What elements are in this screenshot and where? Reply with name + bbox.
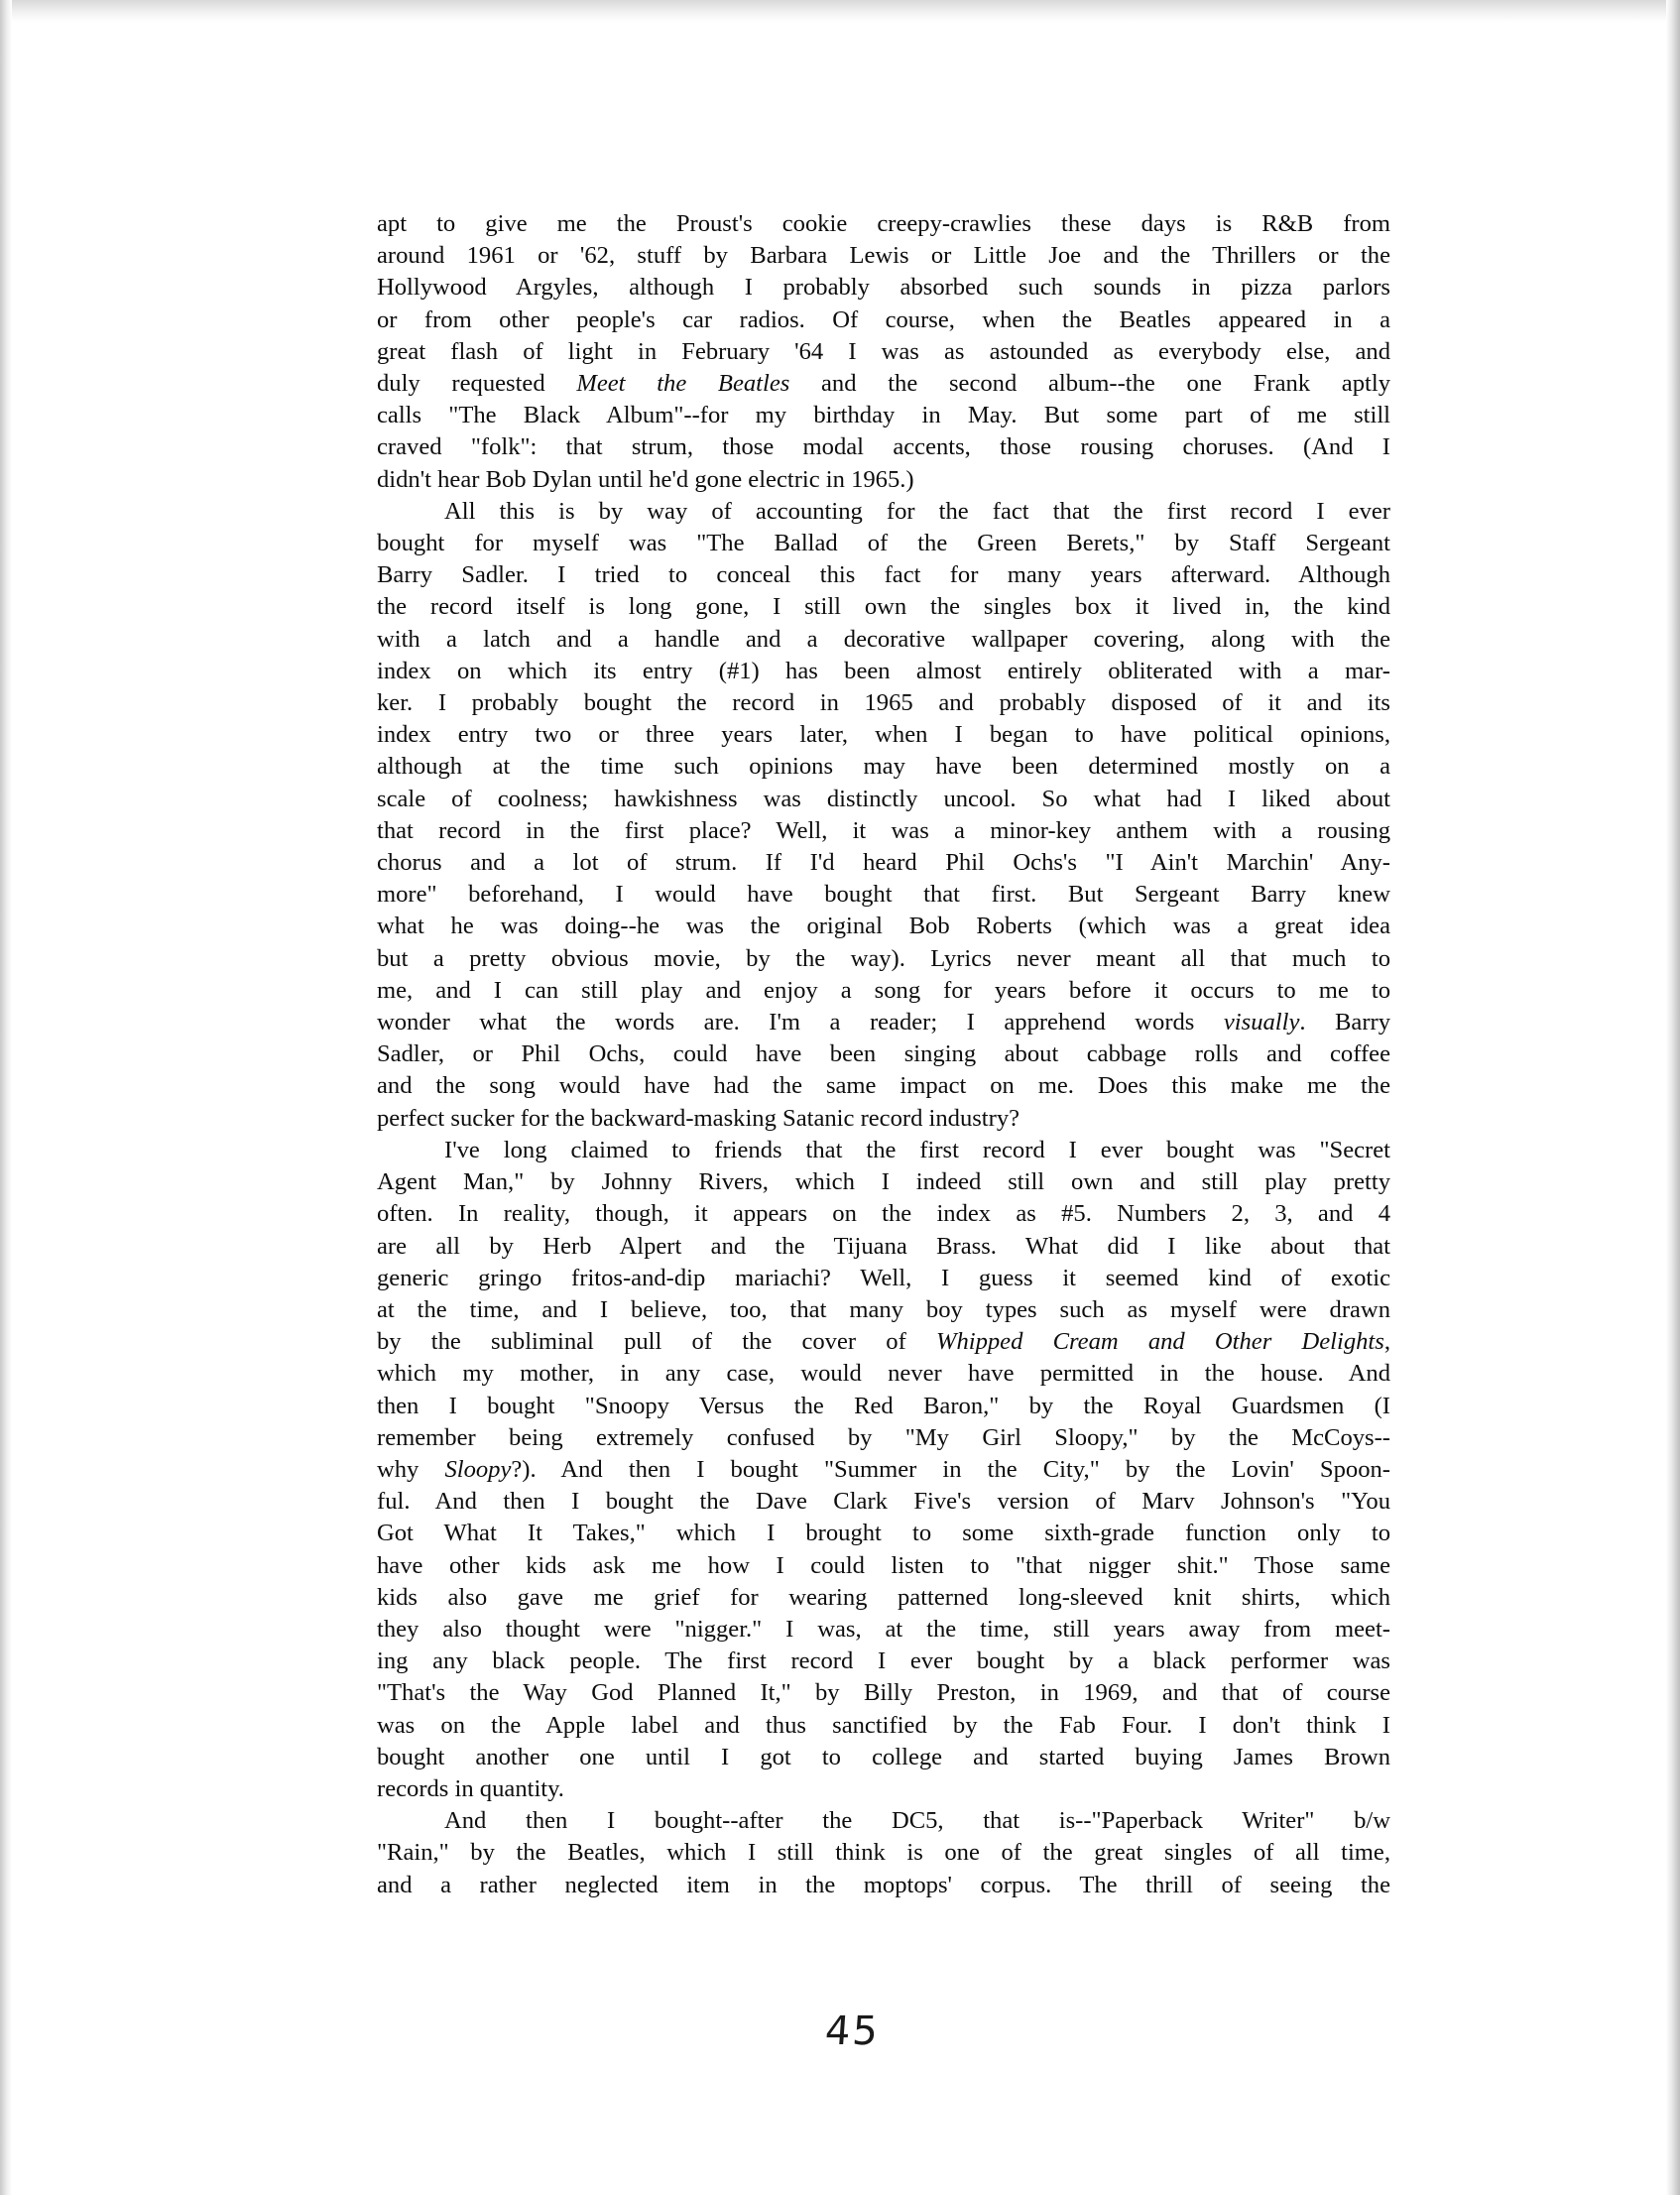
text-line: kids also gave me grief for wearing patterned long-sleeved knit shirts, which: [377, 1583, 1390, 1611]
text-line: perfect sucker for the backward-masking Satanic record industry?: [377, 1104, 1020, 1132]
text-line: me, and I can still play and enjoy a song for years before it occurs to me to: [377, 976, 1390, 1004]
text-line: and a rather neglected item in the moptops' corpus. The thrill of seeing the: [377, 1871, 1390, 1898]
text-line: And then I bought--after the DC5, that is--"Paperback Writer" b/w: [444, 1807, 1390, 1835]
text-line: great flash of light in February '64 I was as astounded as everybody else, and: [377, 337, 1390, 365]
text-line: around 1961 or '62, stuff by Barbara Lewis or Little Joe and the Thrillers or the: [377, 242, 1390, 270]
text-line: records in quantity.: [377, 1774, 564, 1802]
text-line: which my mother, in any case, would never have permitted in the house. And: [377, 1360, 1390, 1388]
body-text: [377, 208, 1390, 1901]
text-line: was on the Apple label and thus sanctified by the Fab Four. I don't think I: [377, 1711, 1390, 1739]
text-line: Barry Sadler. I tried to conceal this fact for many years afterward. Although: [377, 561, 1390, 589]
text-line: duly requested Meet the Beatles and the second album--the one Frank aptly: [377, 370, 1390, 398]
text-line: then I bought "Snoopy Versus the Red Baron," by the Royal Guardsmen (I: [377, 1392, 1390, 1419]
text-line: ker. I probably bought the record in 1965 and probably disposed of it and its: [377, 689, 1390, 717]
text-line: generic gringo fritos-and-dip mariachi? Well, I guess it seemed kind of exotic: [377, 1264, 1390, 1291]
text-line: wonder what the words are. I'm a reader; I apprehend words visually. Barry: [377, 1009, 1391, 1037]
text-line: Hollywood Argyles, although I probably absorbed such sounds in pizza parlors: [377, 274, 1390, 302]
text-line: index on which its entry (#1) has been almost entirely obliterated with a mar-: [377, 657, 1390, 684]
text-line: that record in the first place? Well, it was a minor-key anthem with a rousing: [377, 816, 1390, 844]
text-line: chorus and a lot of strum. If I'd heard Phil Ochs's "I Ain't Marchin' Any-: [377, 849, 1390, 877]
text-line: at the time, and I believe, too, that many boy types such as myself were drawn: [377, 1295, 1390, 1323]
text-line: ing any black people. The first record I ever bought by a black performer was: [377, 1647, 1390, 1675]
scan-edge-top: [0, 0, 1680, 22]
text-line: are all by Herb Alpert and the Tijuana Brass. What did I like about that: [377, 1232, 1390, 1260]
text-line: index entry two or three years later, when I began to have political opinions,: [377, 721, 1390, 749]
text-line: but a pretty obvious movie, by the way). Lyrics never meant all that much to: [377, 944, 1390, 972]
text-line: more" beforehand, I would have bought that first. But Sergeant Barry knew: [377, 881, 1390, 909]
text-line: although at the time such opinions may have been determined mostly on a: [377, 753, 1390, 781]
text-line: craved "folk": that strum, those modal accents, those rousing choruses. (And I: [377, 433, 1390, 461]
text-line: with a latch and a handle and a decorative wallpaper covering, along with the: [377, 625, 1390, 653]
text-line: I've long claimed to friends that the first record I ever bought was "Secret: [444, 1136, 1390, 1163]
text-line: Sadler, or Phil Ochs, could have been singing about cabbage rolls and coffee: [377, 1040, 1390, 1068]
text-line: didn't hear Bob Dylan until he'd gone electric in 1965.): [377, 465, 914, 493]
text-line: "Rain," by the Beatles, which I still think is one of the great singles of all time,: [377, 1839, 1390, 1867]
text-line: what he was doing--he was the original Bob Roberts (which was a great idea: [377, 913, 1390, 940]
text-line: bought for myself was "The Ballad of the Green Berets," by Staff Sergeant: [377, 530, 1390, 557]
page-number: 45: [823, 2009, 882, 2054]
text-line: have other kids ask me how I could listen to "that nigger shit." Those same: [377, 1551, 1390, 1579]
text-line: often. In reality, though, it appears on the index as #5. Numbers 2, 3, and 4: [377, 1200, 1390, 1228]
text-line: or from other people's car radios. Of course, when the Beatles appeared in a: [377, 305, 1390, 333]
text-line: Agent Man," by Johnny Rivers, which I indeed still own and still play pretty: [377, 1168, 1390, 1196]
text-line: "That's the Way God Planned It," by Billy Preston, in 1969, and that of course: [377, 1679, 1390, 1707]
text-line: bought another one until I got to college and started buying James Brown: [377, 1743, 1390, 1770]
text-line: and the song would have had the same impact on me. Does this make me the: [377, 1072, 1390, 1100]
text-line: All this is by way of accounting for the fact that the first record I ever: [444, 497, 1390, 525]
text-line: the record itself is long gone, I still own the singles box it lived in, the kind: [377, 593, 1390, 621]
text-line: ful. And then I bought the Dave Clark Five's version of Marv Johnson's "You: [377, 1488, 1390, 1516]
text-line: remember being extremely confused by "My Girl Sloopy," by the McCoys--: [377, 1423, 1390, 1451]
text-line: why Sloopy?). And then I bought "Summer in the City," by the Lovin' Spoon-: [377, 1455, 1390, 1483]
text-line: apt to give me the Proust's cookie creepy-crawlies these days is R&B from: [377, 210, 1390, 237]
text-line: they also thought were "nigger." I was, at the time, still years away from meet-: [377, 1615, 1390, 1643]
text-line: scale of coolness; hawkishness was distinctly uncool. So what had I liked about: [377, 785, 1390, 812]
text-line: by the subliminal pull of the cover of Whipped Cream and Other Delights,: [377, 1328, 1390, 1356]
text-line: Got What It Takes," which I brought to some sixth-grade function only to: [377, 1520, 1390, 1547]
scan-edge-right: [1666, 0, 1680, 2195]
text-line: calls "The Black Album"--for my birthday in May. But some part of me still: [377, 402, 1390, 429]
scan-edge-left: [0, 0, 12, 2195]
